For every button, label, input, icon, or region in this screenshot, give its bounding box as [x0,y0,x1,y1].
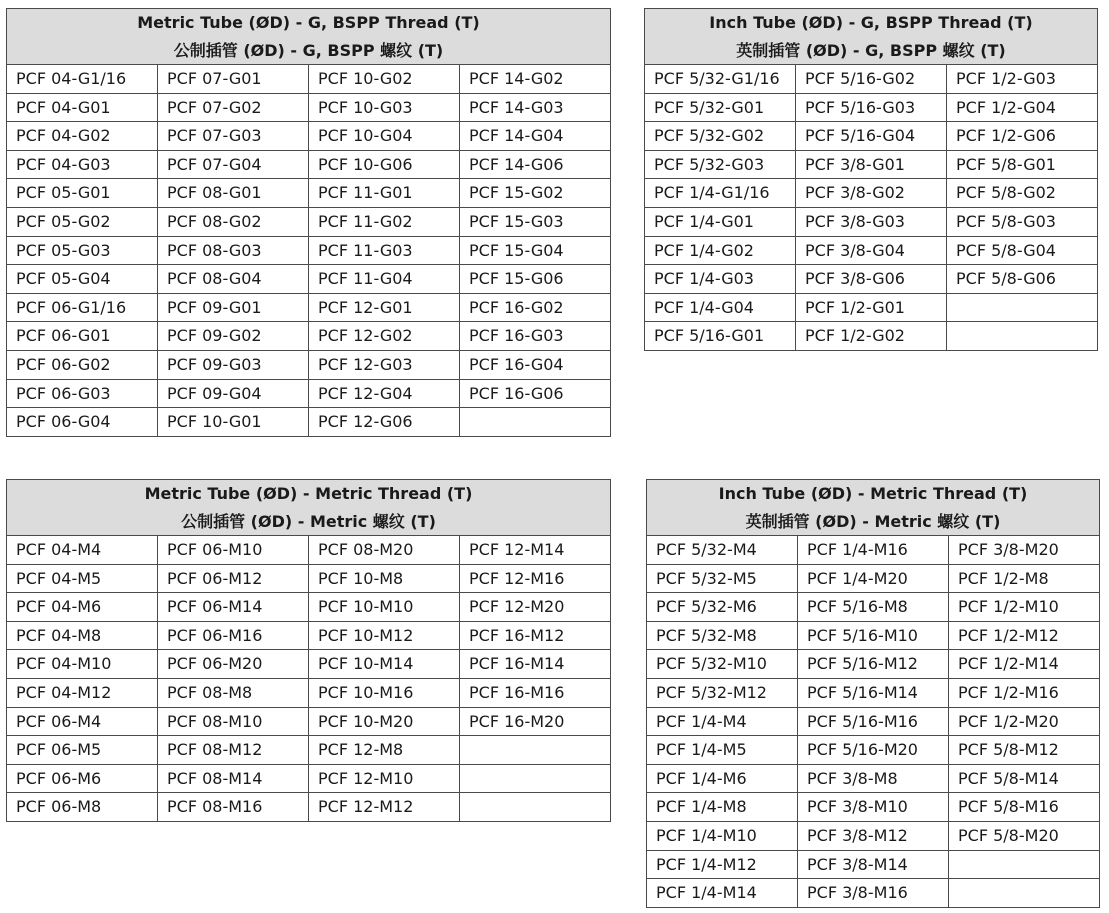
part-number-cell: PCF 5/8-M20 [949,821,1100,850]
table-row [647,764,1100,793]
part-number-cell: PCF 09-G04 [158,379,309,408]
part-number-cell: PCF 10-M8 [309,564,460,593]
table-row [645,236,1098,265]
part-number-cell: PCF 04-G03 [7,150,158,179]
table-row [647,536,1100,565]
part-number-cell: PCF 14-G03 [460,93,611,122]
part-number-cell: PCF 10-G01 [158,408,309,437]
table-row [645,150,1098,179]
part-number-cell: PCF 5/8-M16 [949,793,1100,822]
part-number-cell: PCF 08-G02 [158,207,309,236]
part-number-cell: PCF 3/8-G06 [796,265,947,294]
part-number-cell: PCF 14-G04 [460,122,611,151]
part-number-cell: PCF 3/8-M14 [798,850,949,879]
part-number-cell: PCF 5/16-M16 [798,707,949,736]
table-title-en: Metric Tube (ØD) - Metric Thread (T) [144,484,473,503]
part-number-cell: PCF 12-M10 [309,764,460,793]
part-number-cell: PCF 1/4-M6 [647,764,798,793]
table-row [645,93,1098,122]
part-number-cell: PCF 04-G1/16 [7,65,158,94]
part-number-cell: PCF 5/16-M14 [798,678,949,707]
part-number-cell: PCF 3/8-M12 [798,821,949,850]
part-number-cell: PCF 05-G03 [7,236,158,265]
table-row [7,707,611,736]
table-row [7,65,611,94]
part-number-cell [947,293,1098,322]
part-number-cell [460,793,611,822]
part-number-cell [460,736,611,765]
inch-tube-metric-thread-table [646,479,1100,908]
part-number-cell: PCF 06-G1/16 [7,293,158,322]
part-number-cell: PCF 06-M5 [7,736,158,765]
table-title-en: Inch Tube (ØD) - Metric Thread (T) [718,484,1028,503]
table-header [7,480,611,536]
part-number-cell: PCF 5/8-G04 [947,236,1098,265]
part-number-cell: PCF 5/16-G02 [796,65,947,94]
part-number-cell: PCF 1/4-M12 [647,850,798,879]
part-number-cell: PCF 15-G02 [460,179,611,208]
part-number-cell [949,850,1100,879]
table-row [647,793,1100,822]
table-row [7,236,611,265]
part-number-cell: PCF 04-M5 [7,564,158,593]
part-number-cell: PCF 10-M20 [309,707,460,736]
table-row [7,93,611,122]
part-number-cell: PCF 5/8-G06 [947,265,1098,294]
table-row [645,293,1098,322]
part-number-cell: PCF 10-M12 [309,621,460,650]
part-number-cell: PCF 3/8-G04 [796,236,947,265]
part-number-cell: PCF 12-M12 [309,793,460,822]
part-number-cell: PCF 1/2-G03 [947,65,1098,94]
table-row [647,593,1100,622]
part-number-cell: PCF 5/32-M10 [647,650,798,679]
table-row [645,65,1098,94]
part-number-cell: PCF 1/4-M4 [647,707,798,736]
part-number-cell: PCF 1/4-M5 [647,736,798,765]
part-number-cell [947,322,1098,351]
part-number-cell: PCF 16-G04 [460,350,611,379]
table-title-cn: 公制插管 (ØD) - G, BSPP 螺纹 (T) [173,40,444,60]
part-number-cell: PCF 06-M12 [158,564,309,593]
part-number-cell: PCF 10-G03 [309,93,460,122]
part-number-cell: PCF 08-G04 [158,265,309,294]
part-number-cell: PCF 06-G04 [7,408,158,437]
part-number-cell: PCF 1/2-M20 [949,707,1100,736]
part-number-cell: PCF 05-G02 [7,207,158,236]
table-row [645,265,1098,294]
part-number-cell: PCF 1/4-G01 [645,207,796,236]
part-number-cell: PCF 12-G03 [309,350,460,379]
part-number-cell: PCF 1/2-M14 [949,650,1100,679]
table-row [647,707,1100,736]
table-row [7,621,611,650]
part-number-cell: PCF 16-M14 [460,650,611,679]
part-number-cell: PCF 1/4-G02 [645,236,796,265]
part-number-cell: PCF 1/2-M10 [949,593,1100,622]
part-number-cell: PCF 5/32-M5 [647,564,798,593]
table-row [7,150,611,179]
part-number-cell: PCF 06-M8 [7,793,158,822]
part-number-cell: PCF 1/2-G06 [947,122,1098,151]
part-number-cell: PCF 1/4-M16 [798,536,949,565]
table-row [645,207,1098,236]
table-row [7,650,611,679]
part-number-cell: PCF 12-G02 [309,322,460,351]
table-row [7,408,611,437]
part-number-cell: PCF 04-M10 [7,650,158,679]
part-number-cell: PCF 09-G02 [158,322,309,351]
part-number-cell: PCF 04-G01 [7,93,158,122]
table-title-cn: 英制插管 (ØD) - Metric 螺纹 (T) [745,511,1001,531]
part-number-cell: PCF 12-M8 [309,736,460,765]
part-number-cell: PCF 3/8-G03 [796,207,947,236]
part-number-cell: PCF 04-G02 [7,122,158,151]
part-number-cell: PCF 1/4-M10 [647,821,798,850]
part-number-cell: PCF 1/2-G01 [796,293,947,322]
table-row [647,879,1100,908]
table-row [7,736,611,765]
part-number-cell: PCF 14-G06 [460,150,611,179]
part-number-cell [460,764,611,793]
part-number-cell: PCF 06-M4 [7,707,158,736]
part-number-cell: PCF 15-G06 [460,265,611,294]
part-number-cell: PCF 06-M14 [158,593,309,622]
part-number-cell: PCF 5/32-G1/16 [645,65,796,94]
part-number-cell: PCF 3/8-M16 [798,879,949,908]
part-number-cell: PCF 5/16-M12 [798,650,949,679]
part-number-cell: PCF 05-G04 [7,265,158,294]
part-number-cell: PCF 08-G01 [158,179,309,208]
table-row [7,593,611,622]
part-number-cell: PCF 1/2-G02 [796,322,947,351]
part-number-cell: PCF 1/2-G04 [947,93,1098,122]
inch-tube-g-bspp-table [644,8,1098,351]
table-row [7,350,611,379]
part-number-cell: PCF 3/8-M20 [949,536,1100,565]
part-number-cell: PCF 3/8-M8 [798,764,949,793]
table-row [647,678,1100,707]
part-number-cell: PCF 10-G06 [309,150,460,179]
table-row [647,621,1100,650]
part-number-cell: PCF 07-G01 [158,65,309,94]
part-number-cell: PCF 16-M16 [460,678,611,707]
table-row [647,736,1100,765]
part-number-cell: PCF 10-M10 [309,593,460,622]
part-number-cell: PCF 08-M8 [158,678,309,707]
table-row [7,379,611,408]
part-number-cell: PCF 04-M8 [7,621,158,650]
part-number-cell: PCF 16-G06 [460,379,611,408]
table-row [7,293,611,322]
part-number-cell: PCF 08-M20 [309,536,460,565]
part-number-cell: PCF 09-G03 [158,350,309,379]
part-number-cell: PCF 1/4-M20 [798,564,949,593]
part-number-cell: PCF 1/2-M12 [949,621,1100,650]
part-number-cell: PCF 1/2-M8 [949,564,1100,593]
table-row [7,764,611,793]
part-number-cell: PCF 10-M16 [309,678,460,707]
part-number-cell: PCF 07-G04 [158,150,309,179]
table-row [7,678,611,707]
part-number-cell: PCF 12-G04 [309,379,460,408]
table-row [7,122,611,151]
part-number-cell: PCF 16-G03 [460,322,611,351]
part-number-cell: PCF 12-M14 [460,536,611,565]
part-number-cell: PCF 11-G01 [309,179,460,208]
part-number-cell: PCF 5/32-G03 [645,150,796,179]
part-number-cell: PCF 06-G03 [7,379,158,408]
part-number-cell: PCF 5/32-M4 [647,536,798,565]
part-number-cell: PCF 3/8-G02 [796,179,947,208]
part-number-cell: PCF 12-G06 [309,408,460,437]
part-number-cell: PCF 11-G02 [309,207,460,236]
part-number-cell: PCF 06-G02 [7,350,158,379]
part-number-cell: PCF 07-G03 [158,122,309,151]
part-number-cell: PCF 5/16-G03 [796,93,947,122]
part-number-cell: PCF 12-G01 [309,293,460,322]
part-number-cell: PCF 11-G03 [309,236,460,265]
part-number-cell: PCF 5/16-M20 [798,736,949,765]
part-number-cell [460,408,611,437]
table-row [647,564,1100,593]
part-number-cell [949,879,1100,908]
table-header [7,9,611,65]
table-row [7,322,611,351]
table-row [7,207,611,236]
part-number-cell: PCF 1/4-M14 [647,879,798,908]
part-number-cell: PCF 04-M6 [7,593,158,622]
part-number-cell: PCF 10-G02 [309,65,460,94]
part-number-cell: PCF 5/32-G02 [645,122,796,151]
part-number-cell: PCF 07-G02 [158,93,309,122]
part-number-cell: PCF 11-G04 [309,265,460,294]
part-number-cell: PCF 5/16-G04 [796,122,947,151]
part-number-cell: PCF 08-M10 [158,707,309,736]
part-number-cell: PCF 5/8-M14 [949,764,1100,793]
table-row [7,265,611,294]
part-number-cell: PCF 1/4-G04 [645,293,796,322]
part-number-cell: PCF 06-G01 [7,322,158,351]
table-title-cn: 英制插管 (ØD) - G, BSPP 螺纹 (T) [736,40,1006,60]
part-number-cell: PCF 12-M20 [460,593,611,622]
part-number-cell: PCF 5/16-M8 [798,593,949,622]
part-number-cell: PCF 09-G01 [158,293,309,322]
metric-tube-g-bspp-table [6,8,611,437]
part-number-cell: PCF 14-G02 [460,65,611,94]
part-number-cell: PCF 1/4-G03 [645,265,796,294]
part-number-cell: PCF 06-M6 [7,764,158,793]
part-number-cell: PCF 10-M14 [309,650,460,679]
part-number-cell: PCF 08-M14 [158,764,309,793]
part-number-cell: PCF 5/8-M12 [949,736,1100,765]
table-row [647,821,1100,850]
part-number-cell: PCF 5/32-G01 [645,93,796,122]
part-number-cell: PCF 05-G01 [7,179,158,208]
part-number-cell: PCF 1/4-G1/16 [645,179,796,208]
table-row [7,536,611,565]
part-number-cell: PCF 5/16-M10 [798,621,949,650]
table-header [647,480,1100,536]
metric-tube-metric-thread-table [6,479,611,822]
table-row [647,850,1100,879]
part-number-cell: PCF 15-G03 [460,207,611,236]
table-row [645,122,1098,151]
part-number-cell: PCF 5/32-M12 [647,678,798,707]
part-number-cell: PCF 04-M12 [7,678,158,707]
table-title-cn: 公制插管 (ØD) - Metric 螺纹 (T) [181,511,436,531]
part-number-cell: PCF 3/8-G01 [796,150,947,179]
table-row [647,650,1100,679]
part-number-cell: PCF 06-M10 [158,536,309,565]
part-number-cell: PCF 5/8-G01 [947,150,1098,179]
part-number-cell: PCF 1/2-M16 [949,678,1100,707]
part-number-cell: PCF 1/4-M8 [647,793,798,822]
part-number-cell: PCF 16-M12 [460,621,611,650]
table-row [7,564,611,593]
part-number-cell: PCF 04-M4 [7,536,158,565]
table-row [7,793,611,822]
part-number-cell: PCF 06-M20 [158,650,309,679]
table-title-en: Metric Tube (ØD) - G, BSPP Thread (T) [137,13,480,32]
part-number-cell: PCF 10-G04 [309,122,460,151]
part-number-cell: PCF 5/32-M6 [647,593,798,622]
part-number-cell: PCF 16-G02 [460,293,611,322]
table-row [645,322,1098,351]
part-number-cell: PCF 16-M20 [460,707,611,736]
part-number-cell: PCF 5/8-G02 [947,179,1098,208]
table-row [645,179,1098,208]
table-title-en: Inch Tube (ØD) - G, BSPP Thread (T) [709,13,1033,32]
part-number-cell: PCF 08-M16 [158,793,309,822]
part-number-cell: PCF 08-G03 [158,236,309,265]
part-number-cell: PCF 06-M16 [158,621,309,650]
part-number-cell: PCF 15-G04 [460,236,611,265]
part-number-cell: PCF 08-M12 [158,736,309,765]
table-row [7,179,611,208]
part-number-cell: PCF 12-M16 [460,564,611,593]
part-number-cell: PCF 5/32-M8 [647,621,798,650]
part-number-cell: PCF 5/8-G03 [947,207,1098,236]
part-number-cell: PCF 5/16-G01 [645,322,796,351]
part-number-cell: PCF 3/8-M10 [798,793,949,822]
table-header [645,9,1098,65]
